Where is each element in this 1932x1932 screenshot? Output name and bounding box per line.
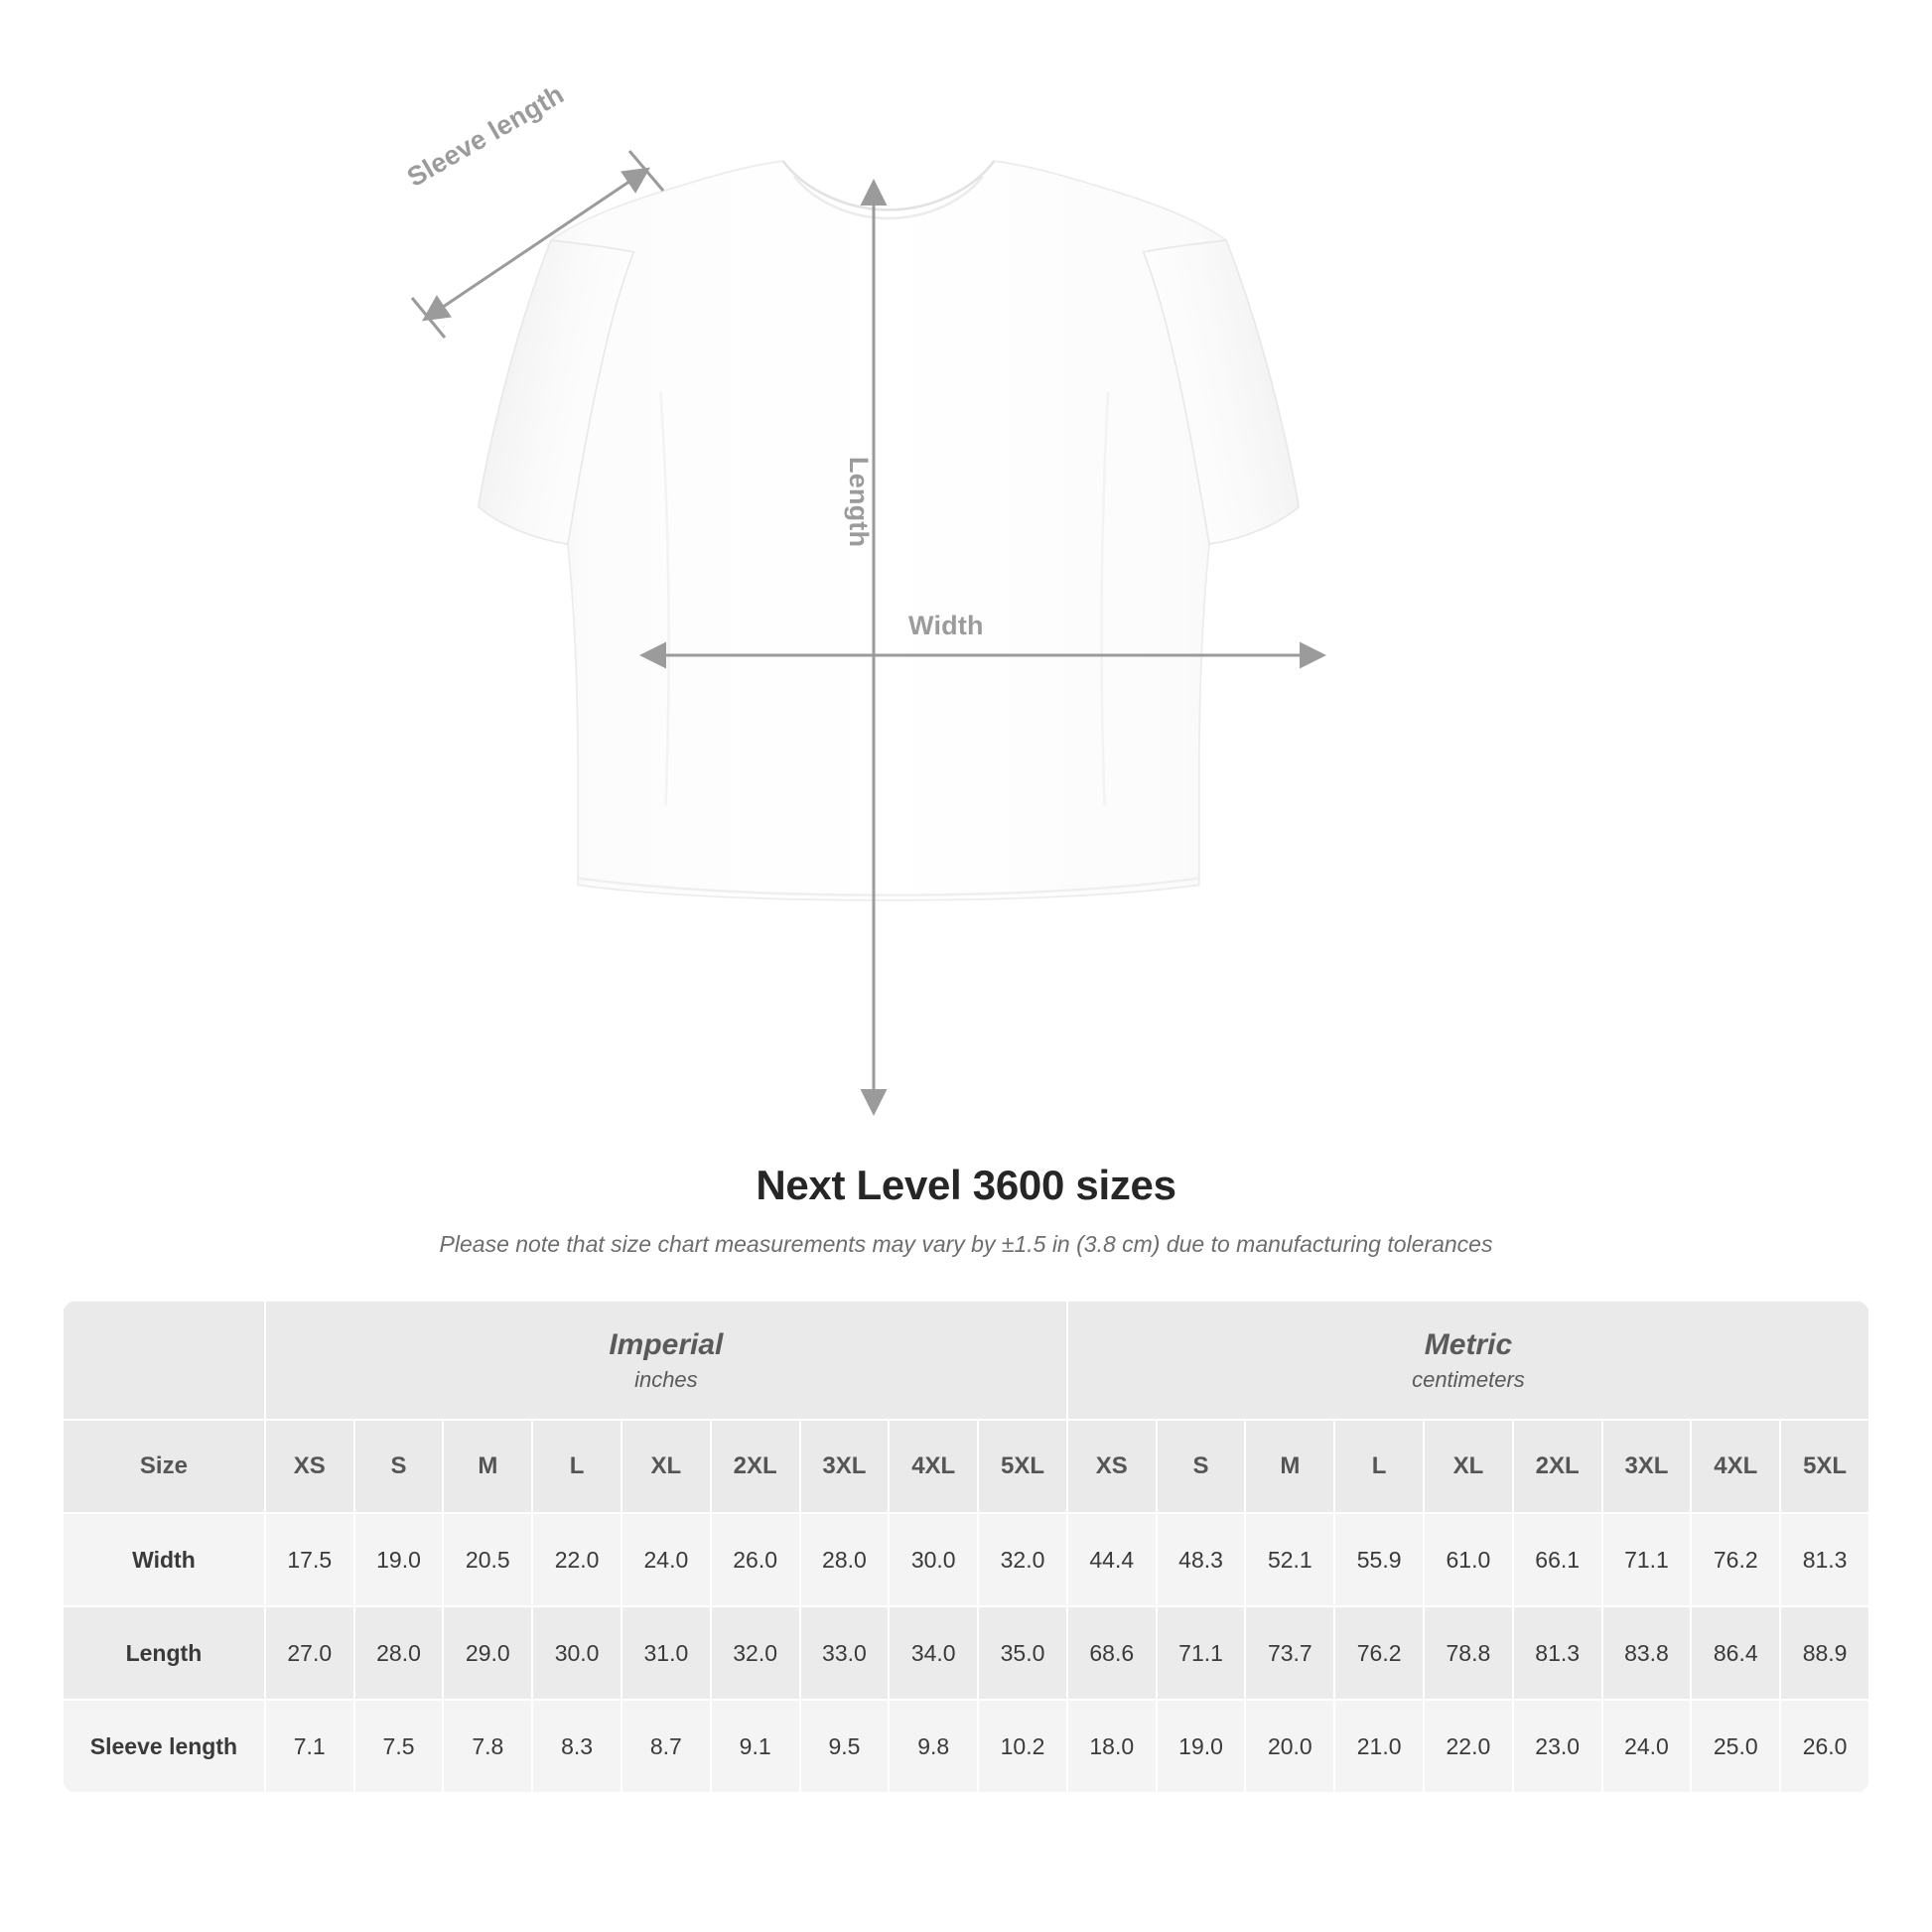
header-size-imperial-s: S (354, 1420, 444, 1513)
cell-width-metric-s: 48.3 (1157, 1513, 1246, 1606)
cell-width-imperial-xl: 24.0 (621, 1513, 711, 1606)
cell-length-metric-s: 71.1 (1157, 1606, 1246, 1700)
cell-length-imperial-5xl: 35.0 (978, 1606, 1067, 1700)
header-size-imperial-xs: XS (265, 1420, 354, 1513)
cell-length-imperial-xs: 27.0 (265, 1606, 354, 1700)
cell-sleeve-metric-m: 20.0 (1245, 1700, 1334, 1793)
header-size-imperial-m: M (443, 1420, 532, 1513)
cell-sleeve-metric-xl: 22.0 (1424, 1700, 1513, 1793)
header-size-metric-s: S (1157, 1420, 1246, 1513)
cell-width-imperial-m: 20.5 (443, 1513, 532, 1606)
cell-sleeve-imperial-m: 7.8 (443, 1700, 532, 1793)
unit-name-imperial: Imperial (609, 1328, 724, 1361)
cell-width-imperial-4xl: 30.0 (889, 1513, 978, 1606)
cell-width-imperial-5xl: 32.0 (978, 1513, 1067, 1606)
page-title: Next Level 3600 sizes (756, 1162, 1176, 1208)
cell-width-metric-2xl: 66.1 (1513, 1513, 1602, 1606)
header-size-metric-5xl: 5XL (1780, 1420, 1869, 1513)
cell-length-imperial-l: 30.0 (532, 1606, 621, 1700)
cell-sleeve-metric-s: 19.0 (1157, 1700, 1246, 1793)
cell-sleeve-metric-4xl: 25.0 (1691, 1700, 1780, 1793)
header-size-imperial-4xl: 4XL (889, 1420, 978, 1513)
cell-sleeve-imperial-2xl: 9.1 (711, 1700, 800, 1793)
table-row (63, 1700, 1869, 1793)
cell-sleeve-imperial-xs: 7.1 (265, 1700, 354, 1793)
header-size-metric-2xl: 2XL (1513, 1420, 1602, 1513)
header-size-imperial-3xl: 3XL (800, 1420, 890, 1513)
cell-sleeve-imperial-l: 8.3 (532, 1700, 621, 1793)
cell-width-imperial-s: 19.0 (354, 1513, 444, 1606)
size-table-wrap (62, 1300, 1870, 1794)
cell-sleeve-imperial-5xl: 10.2 (978, 1700, 1067, 1793)
cell-length-metric-m: 73.7 (1245, 1606, 1334, 1700)
cell-length-imperial-2xl: 32.0 (711, 1606, 800, 1700)
unit-sub-imperial: inches (634, 1367, 698, 1392)
header-size-imperial-l: L (532, 1420, 621, 1513)
cell-sleeve-metric-2xl: 23.0 (1513, 1700, 1602, 1793)
header-size-metric-m: M (1245, 1420, 1334, 1513)
header-size: Size (63, 1420, 265, 1513)
corner-cell (63, 1301, 265, 1420)
cell-length-metric-xl: 78.8 (1424, 1606, 1513, 1700)
title-block (0, 1162, 1932, 1258)
row-label-width: Width (63, 1513, 265, 1606)
cell-width-imperial-l: 22.0 (532, 1513, 621, 1606)
tolerance-note: Please note that size chart measurements may vary by ±1.5 in (3.8 cm) due to manufacturing tolerances (439, 1231, 1493, 1257)
cell-width-metric-xs: 44.4 (1067, 1513, 1157, 1606)
cell-width-metric-xl: 61.0 (1424, 1513, 1513, 1606)
header-size-imperial-5xl: 5XL (978, 1420, 1067, 1513)
unit-name-metric: Metric (1424, 1328, 1513, 1361)
row-label-length: Length (63, 1606, 265, 1700)
cell-width-metric-5xl: 81.3 (1780, 1513, 1869, 1606)
row-label-sleeve-length: Sleeve length (63, 1700, 265, 1793)
cell-sleeve-imperial-4xl: 9.8 (889, 1700, 978, 1793)
cell-length-metric-3xl: 83.8 (1602, 1606, 1692, 1700)
cell-width-metric-l: 55.9 (1334, 1513, 1424, 1606)
cell-length-imperial-m: 29.0 (443, 1606, 532, 1700)
cell-length-metric-l: 76.2 (1334, 1606, 1424, 1700)
cell-length-imperial-xl: 31.0 (621, 1606, 711, 1700)
label-length: Length (844, 457, 874, 548)
cell-width-metric-3xl: 71.1 (1602, 1513, 1692, 1606)
cell-length-imperial-s: 28.0 (354, 1606, 444, 1700)
cell-length-metric-5xl: 88.9 (1780, 1606, 1869, 1700)
cell-width-metric-4xl: 76.2 (1691, 1513, 1780, 1606)
header-size-imperial-2xl: 2XL (711, 1420, 800, 1513)
cell-width-imperial-xs: 17.5 (265, 1513, 354, 1606)
header-size-metric-xl: XL (1424, 1420, 1513, 1513)
cell-width-imperial-2xl: 26.0 (711, 1513, 800, 1606)
cell-width-imperial-3xl: 28.0 (800, 1513, 890, 1606)
table-header-row (63, 1420, 1869, 1513)
cell-sleeve-metric-xs: 18.0 (1067, 1700, 1157, 1793)
header-size-metric-3xl: 3XL (1602, 1420, 1692, 1513)
header-size-metric-xs: XS (1067, 1420, 1157, 1513)
table-row (63, 1513, 1869, 1606)
header-size-metric-l: L (1334, 1420, 1424, 1513)
unit-sub-metric: centimeters (1412, 1367, 1525, 1392)
header-size-metric-4xl: 4XL (1691, 1420, 1780, 1513)
unit-header-imperial (265, 1301, 1067, 1420)
unit-header-metric (1067, 1301, 1869, 1420)
header-size-imperial-xl: XL (621, 1420, 711, 1513)
label-width: Width (908, 611, 984, 640)
cell-length-metric-xs: 68.6 (1067, 1606, 1157, 1700)
cell-sleeve-imperial-s: 7.5 (354, 1700, 444, 1793)
size-table (62, 1300, 1870, 1794)
cell-sleeve-metric-3xl: 24.0 (1602, 1700, 1692, 1793)
table-row (63, 1606, 1869, 1700)
cell-length-metric-4xl: 86.4 (1691, 1606, 1780, 1700)
label-sleeve-length: Sleeve length (402, 78, 570, 193)
units-row (63, 1301, 1869, 1420)
cell-sleeve-metric-5xl: 26.0 (1780, 1700, 1869, 1793)
cell-sleeve-metric-l: 21.0 (1334, 1700, 1424, 1793)
cell-sleeve-imperial-xl: 8.7 (621, 1700, 711, 1793)
cell-length-imperial-3xl: 33.0 (800, 1606, 890, 1700)
cell-sleeve-imperial-3xl: 9.5 (800, 1700, 890, 1793)
cell-length-metric-2xl: 81.3 (1513, 1606, 1602, 1700)
cell-length-imperial-4xl: 34.0 (889, 1606, 978, 1700)
cell-width-metric-m: 52.1 (1245, 1513, 1334, 1606)
